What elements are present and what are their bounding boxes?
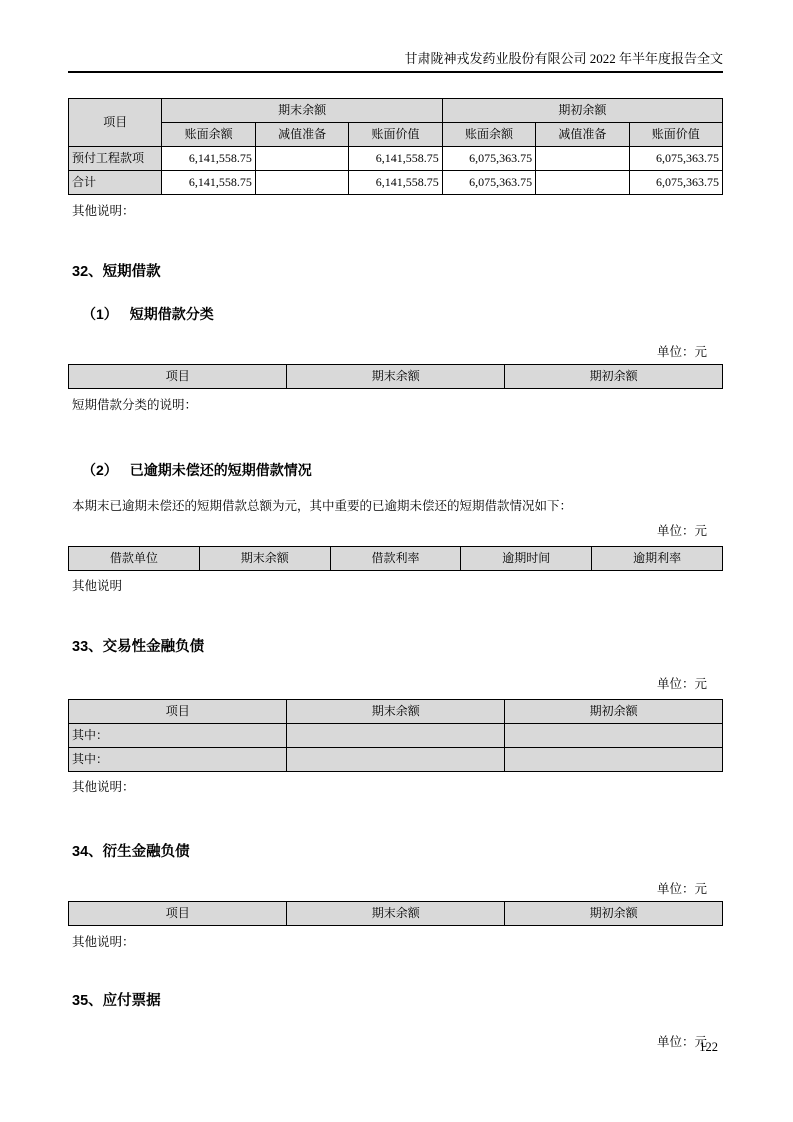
col-header-beginning-balance: 期初余额 (505, 700, 723, 724)
cell-value (505, 724, 723, 748)
trading-liabilities-table (68, 699, 723, 772)
section-32-2-heading (68, 462, 723, 478)
col-header-book-balance-begin: 账面余额 (442, 123, 535, 147)
short-term-borrowings-table (68, 364, 723, 389)
cell-value: 6,075,363.75 (442, 147, 535, 171)
col-header-ending-balance: 期末余额 (287, 365, 505, 389)
col-header-beginning-balance: 期初余额 (505, 902, 723, 926)
overdue-borrowings-paragraph: 本期末已逾期未偿还的短期借款总额为元，其中重要的已逾期未偿还的短期借款情况如下： (72, 499, 573, 513)
section-35-heading: 35、应付票据 (72, 993, 161, 1009)
col-header-impairment-end: 减值准备 (255, 123, 348, 147)
subsection-number: （1） (82, 306, 118, 322)
col-header-overdue-rate: 逾期利率 (592, 547, 723, 571)
row-label-prepaid-construction: 预付工程款项 (69, 147, 162, 171)
section-32-1-heading (68, 306, 723, 322)
page-header (68, 0, 723, 73)
other-note: 其他说明： (72, 780, 135, 794)
cell-value: 6,075,363.75 (629, 171, 722, 195)
overdue-borrowings-table (68, 546, 723, 571)
cell-value: 6,141,558.75 (162, 147, 255, 171)
col-header-item: 项目 (69, 99, 162, 147)
unit-label: 单位：元 (656, 1035, 707, 1049)
table-row (69, 171, 723, 195)
cell-value (287, 748, 505, 772)
row-label-including: 其中： (69, 724, 287, 748)
col-header-item: 项目 (69, 365, 287, 389)
col-header-ending-balance: 期末余额 (287, 902, 505, 926)
other-note: 其他说明： (72, 204, 135, 218)
unit-label: 单位：元 (656, 677, 707, 691)
other-note: 其他说明 (72, 579, 123, 593)
col-header-book-value-end: 账面价值 (349, 123, 442, 147)
section-34-heading: 34、衍生金融负债 (72, 844, 190, 860)
col-group-ending-balance: 期末余额 (162, 99, 442, 123)
prepayments-table (68, 98, 723, 195)
table-row (69, 147, 723, 171)
classification-note: 短期借款分类的说明： (72, 398, 198, 412)
cell-value (287, 724, 505, 748)
row-label-total: 合计 (69, 171, 162, 195)
col-header-ending-balance: 期末余额 (199, 547, 330, 571)
section-33-heading: 33、交易性金融负债 (72, 639, 205, 655)
section-32-heading: 32、短期借款 (72, 264, 161, 280)
unit-label: 单位：元 (656, 345, 707, 359)
table-row (69, 700, 723, 724)
cell-value: 6,075,363.75 (629, 147, 722, 171)
derivative-liabilities-table (68, 901, 723, 926)
table-row (69, 547, 723, 571)
cell-value: 6,141,558.75 (162, 171, 255, 195)
col-header-overdue-time: 逾期时间 (461, 547, 592, 571)
col-header-lender: 借款单位 (69, 547, 200, 571)
cell-value: 6,141,558.75 (349, 147, 442, 171)
cell-value: 6,141,558.75 (349, 171, 442, 195)
col-header-book-value-begin: 账面价值 (629, 123, 722, 147)
page-number: 122 (699, 1040, 718, 1054)
table-row (69, 724, 723, 748)
subsection-title: 已逾期未偿还的短期借款情况 (129, 462, 312, 478)
other-note: 其他说明： (72, 935, 135, 949)
col-header-interest-rate: 借款利率 (330, 547, 461, 571)
page-header-title: 甘肃陇神戎发药业股份有限公司 2022 年半年度报告全文 (404, 51, 723, 66)
cell-value: 6,075,363.75 (442, 171, 535, 195)
unit-label: 单位：元 (656, 882, 707, 896)
subsection-number: （2） (82, 462, 118, 478)
cell-value (536, 171, 629, 195)
col-header-book-balance-end: 账面余额 (162, 123, 255, 147)
table-row (69, 99, 723, 123)
subsection-title: 短期借款分类 (129, 306, 214, 322)
col-header-beginning-balance: 期初余额 (505, 365, 723, 389)
unit-label: 单位：元 (656, 524, 707, 538)
table-row (69, 902, 723, 926)
cell-value (536, 147, 629, 171)
col-header-ending-balance: 期末余额 (287, 700, 505, 724)
cell-value (255, 147, 348, 171)
cell-value (505, 748, 723, 772)
cell-value (255, 171, 348, 195)
col-header-item: 项目 (69, 902, 287, 926)
col-header-item: 项目 (69, 700, 287, 724)
row-label-including: 其中： (69, 748, 287, 772)
col-group-beginning-balance: 期初余额 (442, 99, 722, 123)
table-row (69, 748, 723, 772)
table-row (69, 365, 723, 389)
table-row (69, 123, 723, 147)
col-header-impairment-begin: 减值准备 (536, 123, 629, 147)
